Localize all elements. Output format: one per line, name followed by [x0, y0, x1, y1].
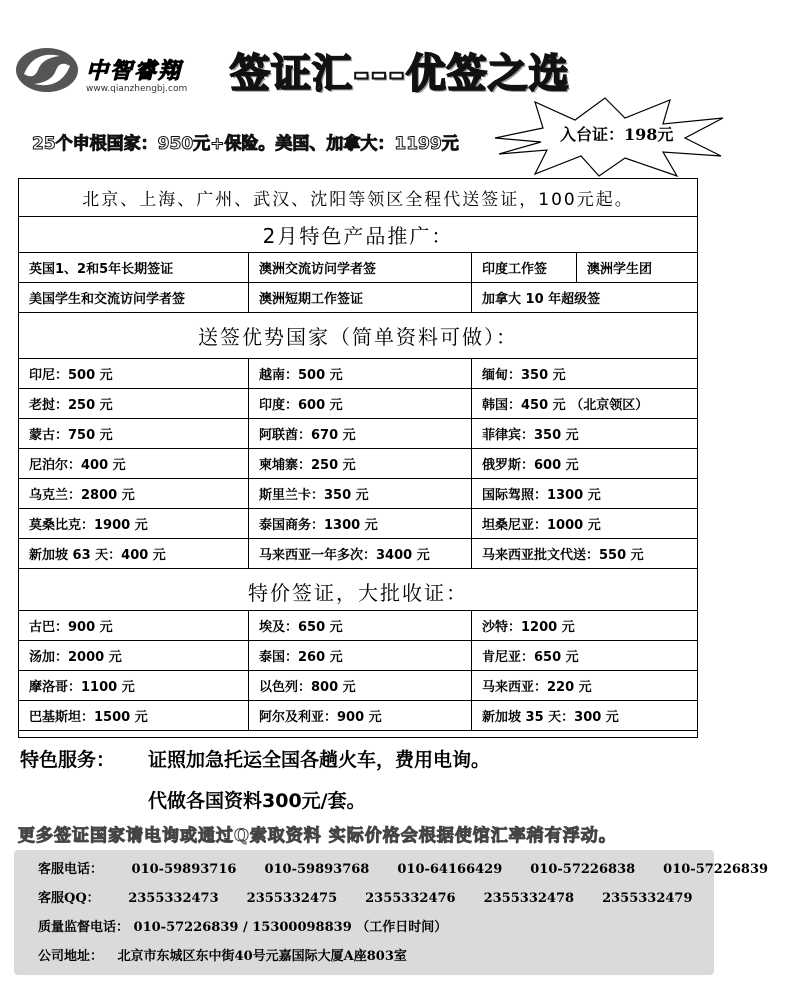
- price-cell: 新加坡 63 天：400 元: [19, 539, 249, 568]
- price-row: [19, 389, 697, 419]
- promo-item: 英国1、2和5年长期签证: [19, 253, 249, 282]
- price-row: [19, 641, 697, 671]
- price-row: [19, 509, 697, 539]
- address-row: [38, 945, 407, 964]
- promo-item: 澳洲交流访问学者签: [249, 253, 472, 282]
- feb-promo-title: 2月特色产品推广：: [19, 217, 697, 253]
- visa-price-table: [18, 178, 698, 738]
- price-cell: 沙特：1200 元: [482, 620, 575, 635]
- price-cell: 泰国商务：1300 元: [249, 509, 472, 538]
- price-cell: 国际驾照：1300 元: [482, 488, 601, 503]
- price-cell: 肯尼亚：650 元: [482, 650, 579, 665]
- qq-number[interactable]: 2355332475: [246, 891, 338, 906]
- price-cell: 韩国：450 元 （北京领区）: [482, 398, 649, 413]
- phone-row: [38, 858, 796, 877]
- supervise-label: 质量监督电话：: [38, 920, 130, 935]
- price-row: [19, 449, 697, 479]
- price-cell: 柬埔寨：250 元: [249, 449, 472, 478]
- promo-item: 加拿大 10 年超级签: [482, 292, 601, 307]
- price-cell: 新加坡 35 天：300 元: [482, 710, 619, 725]
- qq-number[interactable]: 2355332478: [483, 891, 575, 906]
- notice-row: 北京、上海、广州、武汉、沈阳等领区全程代送签证，100元起。: [19, 179, 697, 217]
- supervise-row: [38, 916, 447, 935]
- qq-row: [38, 887, 721, 906]
- price-cell: 菲律宾：350 元: [482, 428, 579, 443]
- qq-list: [128, 891, 720, 906]
- promo-item: 美国学生和交流访问学者签: [19, 283, 249, 312]
- price-cell: 古巴：900 元: [19, 611, 249, 640]
- price-cell: 缅甸：350 元: [482, 368, 566, 383]
- price-cell: 以色列：800 元: [249, 671, 472, 700]
- address-label: 公司地址：: [38, 949, 104, 964]
- phone-number[interactable]: 010-57226838: [530, 862, 636, 877]
- price-cell: 埃及：650 元: [249, 611, 472, 640]
- phone-list: [132, 862, 796, 877]
- price-cell: 老挝：250 元: [19, 389, 249, 418]
- promo-item: 印度工作签: [472, 253, 577, 282]
- price-cell: 马来西亚：220 元: [482, 680, 592, 695]
- price-cell: 巴基斯坦：1500 元: [19, 701, 249, 730]
- price-row: [19, 479, 697, 509]
- advantage-title: 送签优势国家（简单资料可做）：: [19, 313, 697, 359]
- price-cell: 摩洛哥：1100 元: [19, 671, 249, 700]
- qq-number[interactable]: 2355332473: [128, 891, 219, 906]
- headline-prices: 25个申根国家：950元+保险。美国、加拿大：1199元: [32, 134, 459, 154]
- qq-number[interactable]: 2355332476: [365, 891, 456, 906]
- brand-name: 中智睿翔: [86, 59, 183, 84]
- logo-swirl-icon: [14, 44, 80, 96]
- address-value: 北京市东城区东中街40号元嘉国际大厦A座803室: [117, 949, 407, 964]
- contact-panel: [14, 850, 769, 975]
- price-row: [19, 419, 697, 449]
- price-row: [19, 671, 697, 701]
- phone-number[interactable]: 010-59893716: [131, 862, 237, 877]
- price-cell: 马来西亚批文代送：550 元: [482, 548, 644, 563]
- qq-label: 客服QQ：: [38, 891, 100, 906]
- price-cell: 泰国：260 元: [249, 641, 472, 670]
- qq-number[interactable]: 2355332479: [602, 891, 693, 906]
- price-row: [19, 701, 697, 731]
- phone-number[interactable]: 010-64166429: [397, 862, 503, 877]
- price-cell: 尼泊尔：400 元: [19, 449, 249, 478]
- phone-number[interactable]: 010-59893768: [264, 862, 370, 877]
- price-cell: 印度：600 元: [249, 389, 472, 418]
- price-row: [19, 539, 697, 569]
- main-title: 签证汇---优签之选: [230, 51, 570, 97]
- price-cell: 莫桑比克：1900 元: [19, 509, 249, 538]
- special-title: 特价签证，大批收证：: [19, 573, 697, 611]
- price-cell: 印尼：500 元: [19, 359, 249, 388]
- price-cell: 斯里兰卡：350 元: [249, 479, 472, 508]
- supervise-value[interactable]: 010-57226839 / 15300098839 （工作日时间）: [133, 920, 448, 935]
- price-cell: 俄罗斯：600 元: [482, 458, 579, 473]
- services-label: 特色服务：: [20, 749, 116, 771]
- price-cell: 乌克兰：2800 元: [19, 479, 249, 508]
- price-row: [19, 359, 697, 389]
- promo-row-1: [19, 253, 697, 283]
- phone-label: 客服电话：: [38, 862, 104, 877]
- price-cell: 马来西亚一年多次：3400 元: [249, 539, 472, 568]
- price-cell: 阿联酋：670 元: [249, 419, 472, 448]
- services-line-2: 代做各国资料300元/套。: [148, 790, 366, 812]
- taiwan-permit-price: 入台证：198元: [560, 125, 674, 144]
- price-cell: 汤加：2000 元: [19, 641, 249, 670]
- price-cell: 蒙古：750 元: [19, 419, 249, 448]
- price-cell: 坦桑尼亚：1000 元: [482, 518, 601, 533]
- phone-number[interactable]: 010-57226839: [663, 862, 769, 877]
- more-info-note: 更多签证国家请电询或通过Q索取资料 实际价格会根据使馆汇率稍有浮动。: [18, 826, 617, 846]
- price-cell: 越南：500 元: [249, 359, 472, 388]
- brand-url[interactable]: www.qianzhengbj.com: [86, 84, 188, 94]
- price-row: [19, 611, 697, 641]
- price-cell: 阿尔及利亚：900 元: [249, 701, 472, 730]
- services-line-1: 证照加急托运全国各趟火车，费用电询。: [148, 749, 491, 771]
- promo-row-2: [19, 283, 697, 313]
- promo-item: 澳洲学生团: [587, 262, 653, 277]
- promo-item: 澳洲短期工作签证: [249, 283, 472, 312]
